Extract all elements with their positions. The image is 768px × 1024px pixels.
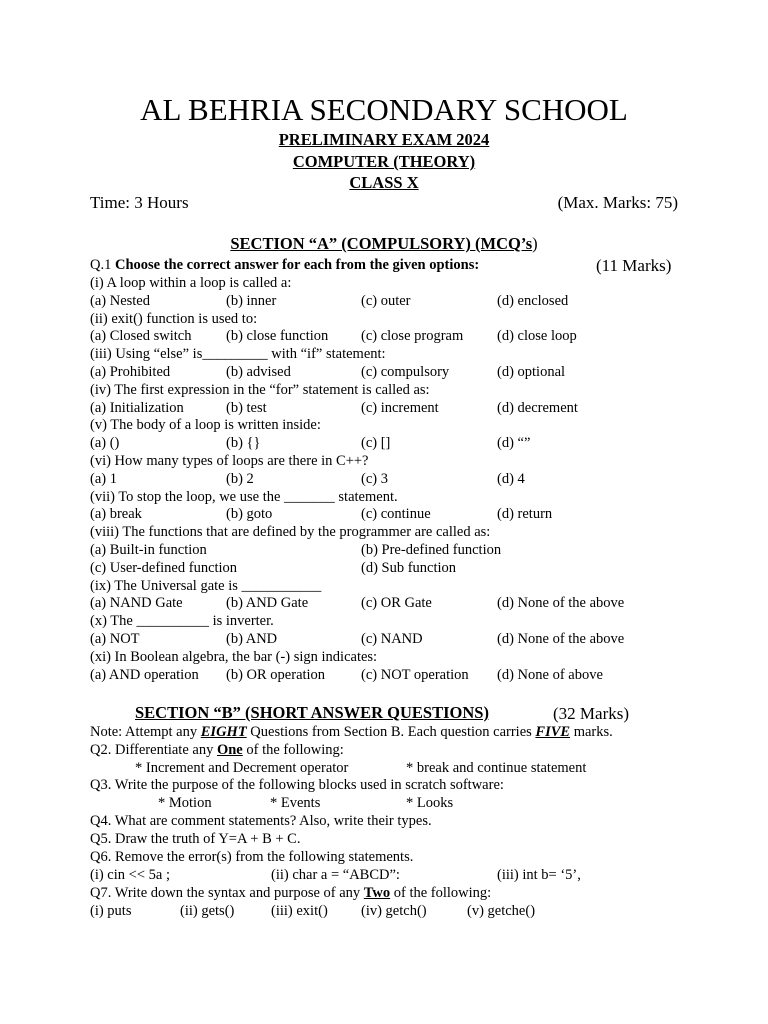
q1-instruction-text: Choose the correct answer for each from the given options: [114,257,480,273]
exam-time: Time: 3 Hours [90,193,189,212]
question-3: Q3. Write the purpose of the following blocks used in scratch software: [90,777,504,793]
q6-option-1: (i) cin << 5a ; [90,867,170,883]
mcq-option: (d) 4 [497,470,525,487]
q7-text-2: of the following: [390,885,492,901]
mcq-option: (a) Initialization [90,399,184,416]
q7-option-1: (i) puts [90,903,132,919]
mcq-option: (c) close program [361,328,464,345]
note-text-3: marks. [570,724,613,740]
q7-option-3: (iii) exit() [271,903,328,919]
q7-option-5: (v) getche() [467,903,536,919]
question-2 [90,742,344,759]
mcq-option: (a) Closed switch [90,328,192,345]
q3-option-1: * Motion [158,795,212,811]
mcq-question: (vi) How many types of loops are there in C++? [90,453,369,469]
note-eight: EIGHT [200,724,247,740]
note-text-2: Questions from Section B. Each question carries [246,724,536,740]
question-5: Q5. Draw the truth of Y=A + B + C. [90,831,301,847]
mcq-option: (d) return [497,506,553,523]
mcq-option: (b) 2 [226,470,254,487]
question-4: Q4. What are comment statements? Also, write their types. [90,813,432,829]
mcq-option: (b) close function [226,328,329,345]
mcq-option: (b) inner [226,292,277,309]
subject-title: COMPUTER (THEORY) [292,152,476,171]
school-name: AL BEHRIA SECONDARY SCHOOL [140,92,628,127]
mcq-option: (c) [] [361,435,391,452]
q6-option-3: (iii) int b= ‘5’, [497,867,581,883]
mcq-option: (a) NAND Gate [90,595,183,612]
mcq-option: (d) Sub function [361,559,457,576]
note-text-1: Note: Attempt any [90,724,201,740]
mcq-option: (b) AND [226,631,278,647]
q2-text-2: of the following: [242,742,344,758]
mcq-option: (b) advised [226,364,291,380]
q2-one: One [216,742,243,758]
q3-option-2: * Events [270,795,321,811]
mcq-option: (a) NOT [90,631,140,647]
mcq-question: (v) The body of a loop is written inside: [90,417,321,434]
section-a-title-suffix: ) [532,234,538,253]
exam-title: PRELIMINARY EXAM 2024 [278,130,490,149]
mcq-question: (i) A loop within a loop is called a: [90,275,292,291]
section-a-title [0,234,768,254]
mcq-question: (ix) The Universal gate is ___________ [90,577,322,594]
mcq-option: (b) Pre-defined function [361,542,502,558]
mcq-option: (c) OR Gate [361,595,432,612]
mcq-option: (a) Nested [90,292,150,309]
q1-instruction [90,257,479,274]
mcq-question: (iii) Using “else” is_________ with “if” statement: [90,346,386,363]
mcq-option: (c) continue [361,506,431,523]
mcq-option: (d) None of the above [497,595,625,612]
mcq-question: (xi) In Boolean algebra, the bar (-) sign indicates: [90,648,378,665]
mcq-option: (a) break [90,506,142,523]
mcq-question: (viii) The functions that are defined by the programmer are called as: [90,524,491,541]
q7-text-1: Q7. Write down the syntax and purpose of any [90,885,364,901]
q7-option-4: (iv) getch() [361,903,427,919]
mcq-option: (d) optional [497,364,566,380]
q1-number: Q.1 [90,257,115,273]
mcq-question: (vii) To stop the loop, we use the _______ statement. [90,488,398,505]
mcq-option: (c) NOT operation [361,666,469,683]
mcq-option: (d) enclosed [497,292,569,309]
max-marks: (Max. Marks: 75) [557,193,678,212]
mcq-option: (b) AND Gate [226,595,309,612]
mcq-option: (b) OR operation [226,666,326,683]
q2-option-1: * Increment and Decrement operator [135,760,349,776]
question-6: Q6. Remove the error(s) from the following statements. [90,849,414,865]
mcq-option: (d) None of the above [497,631,625,647]
section-b-title [135,703,489,723]
mcq-option: (c) increment [361,399,439,416]
mcq-option: (b) test [226,399,267,416]
mcq-option: (b) goto [226,506,273,523]
mcq-option: (d) “” [497,435,531,452]
mcq-option: (c) NAND [361,631,423,647]
mcq-question: (ii) exit() function is used to: [90,310,258,327]
section-a-marks: (11 Marks) [596,256,672,275]
mcq-option: (a) AND operation [90,666,199,683]
section-b-note [90,724,613,741]
section-a-title-text: SECTION “A” (COMPULSORY) (MCQ’s [230,234,533,253]
class-title: CLASS X [349,173,419,192]
mcq-option: (c) 3 [361,470,388,487]
mcq-question: (x) The __________ is inverter. [90,613,274,630]
q3-option-3: * Looks [406,795,454,811]
section-b-marks: (32 Marks) [553,704,630,723]
mcq-option: (c) compulsory [361,364,450,380]
mcq-option: (c) User-defined function [90,559,238,576]
mcq-option: (a) 1 [90,470,117,487]
q2-text-1: Q2. Differentiate any [90,742,217,758]
mcq-option: (a) Prohibited [90,364,171,380]
mcq-option: (a) Built-in function [90,542,207,558]
q7-two: Two [363,885,391,901]
mcq-option: (b) {} [226,435,261,452]
mcq-option: (d) close loop [497,328,577,345]
mcq-option: (a) () [90,435,120,452]
mcq-option: (c) outer [361,292,411,309]
q7-option-2: (ii) gets() [180,903,235,919]
note-five: FIVE [535,724,571,740]
q6-option-2: (ii) char a = “ABCD”: [271,867,400,883]
section-b-title-text: SECTION “B” (SHORT ANSWER QUESTIONS) [135,703,489,722]
q2-option-2: * break and continue statement [406,760,587,776]
mcq-question: (iv) The first expression in the “for” statement is called as: [90,381,430,398]
mcq-option: (d) None of above [497,666,603,683]
mcq-option: (d) decrement [497,399,578,416]
question-7 [90,885,491,902]
